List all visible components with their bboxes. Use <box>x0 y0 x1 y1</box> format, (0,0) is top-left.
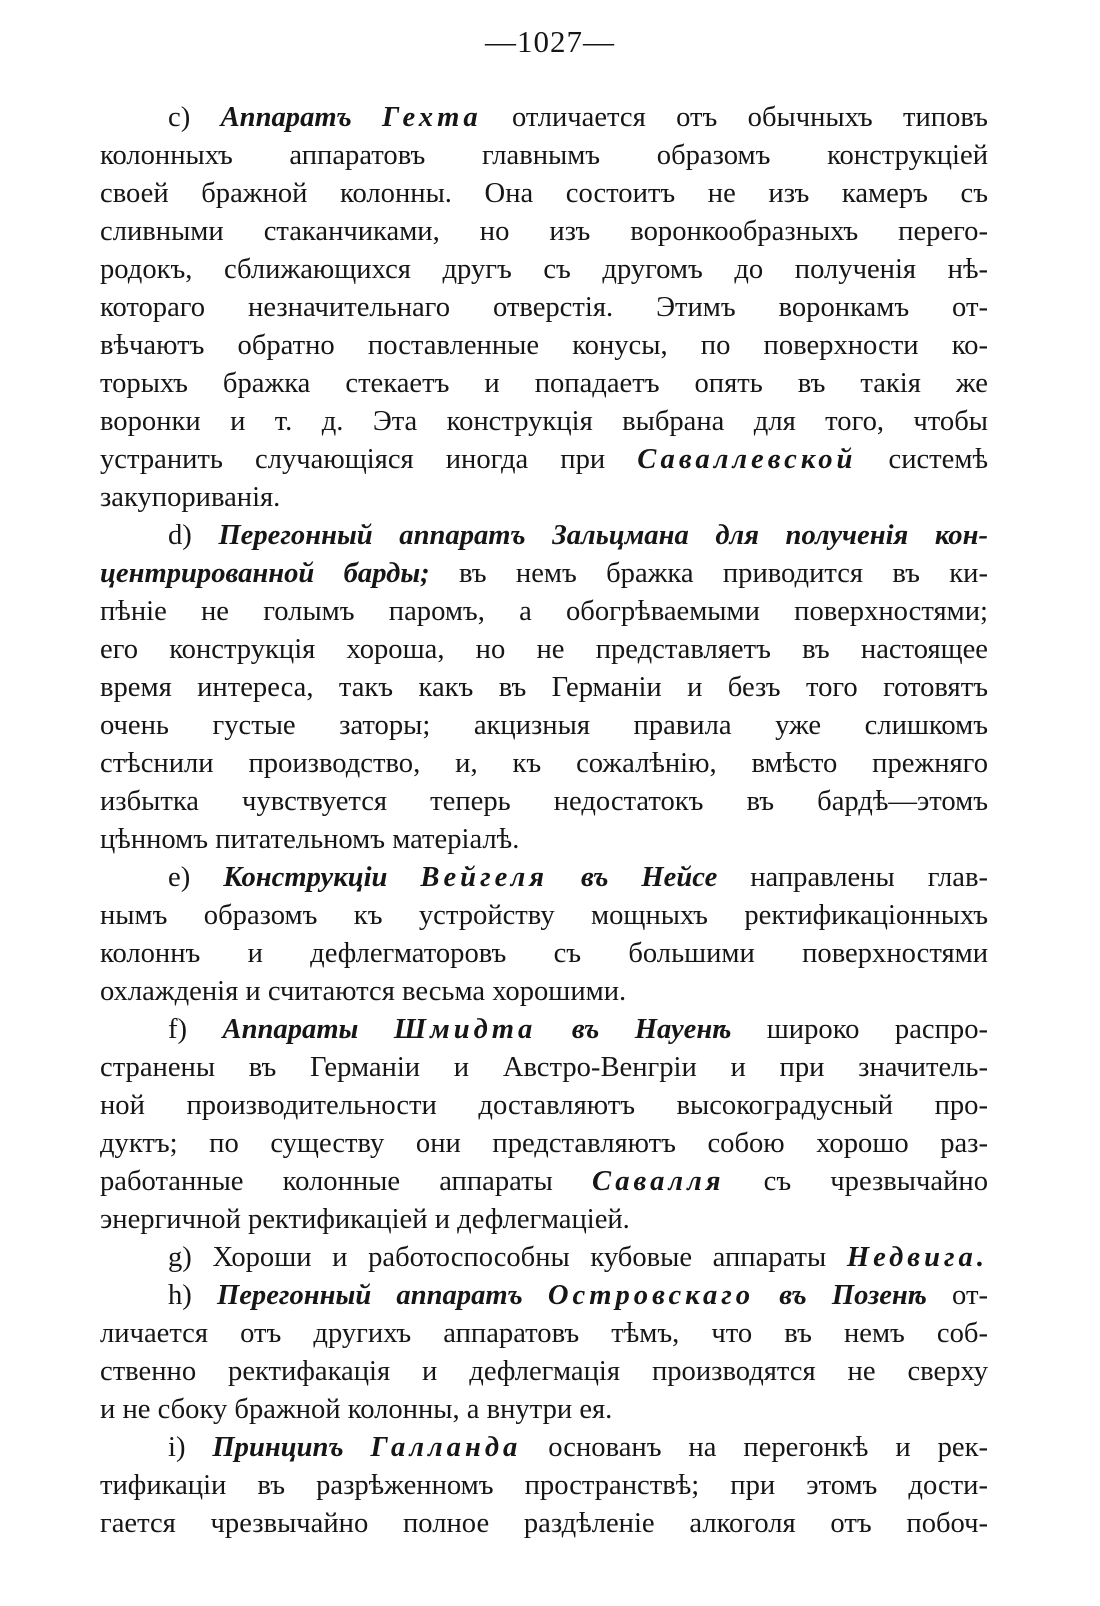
item-marker: e) <box>168 862 191 893</box>
text-line <box>168 1238 988 1278</box>
inventor-name: Савалля <box>591 1166 725 1197</box>
text-line: нымъ образомъ къ устройству мощныхъ ректификаціонныхъ <box>100 900 988 931</box>
page-number: —1027— <box>485 24 615 59</box>
text-line: воронки и т. д. Эта конструкція выбрана для того, чтобы <box>100 406 988 437</box>
text-line: ственно ректифакація и дефлегмація производятся не сверху <box>100 1356 988 1387</box>
text-line: дуктъ; по существу они представляютъ собою хорошо раз- <box>100 1128 988 1159</box>
text-span: основанъ на перегонкѣ и рек- <box>548 1432 988 1463</box>
text-line: стѣснили производство, и, къ сожалѣнію, вмѣсто прежняго <box>100 748 988 779</box>
text-line: гается чрезвычайно полное раздѣленіе алкоголя отъ побоч- <box>100 1508 988 1539</box>
inventor-name: Вейгеля <box>420 862 549 893</box>
text-span: широко распро- <box>766 1014 988 1045</box>
text-line <box>100 440 988 480</box>
text-span: въ немъ бражка приводится въ ки- <box>459 558 988 589</box>
place-name: въ Нейсе <box>581 862 718 893</box>
inventor-name: Гехта <box>382 102 482 133</box>
inventor-name: Галланда <box>370 1432 522 1463</box>
item-marker: h) <box>168 1280 192 1311</box>
text-line <box>168 1010 988 1050</box>
text-line: сливными стаканчиками, но изъ воронкообразныхъ перего- <box>100 216 988 247</box>
text-line: время интереса, такъ какъ въ Германіи и безъ того готовятъ <box>100 672 988 703</box>
item-marker: c) <box>168 102 191 133</box>
text-span: отличается отъ обычныхъ типовъ <box>512 102 988 133</box>
item-marker: g) <box>168 1242 192 1273</box>
text-line: странены въ Германіи и Австро-Венгріи и при значитель- <box>100 1052 988 1083</box>
text-line: торыхъ бражка стекаетъ и попадаетъ опять въ такія же <box>100 368 988 399</box>
apparatus-title: Конструкціи <box>223 862 388 893</box>
apparatus-title: Аппаратъ <box>220 102 352 133</box>
text-line: охлажденія и считаются весьма хорошими. <box>100 976 627 1007</box>
text-span: Хороши и работоспособны кубовые аппараты <box>212 1242 827 1273</box>
inventor-name: Островскаго <box>547 1280 755 1311</box>
text-line <box>100 554 988 594</box>
text-line: родокъ, сближающихся другъ съ другомъ до полученія нѣ- <box>100 254 988 285</box>
text-span: съ чрезвычайно <box>763 1166 988 1197</box>
apparatus-title: Перегонный аппаратъ <box>217 1280 523 1311</box>
text-line: энергичной ректификаціей и дефлегмаціей. <box>100 1204 630 1235</box>
apparatus-title: Перегонный аппаратъ Зальцмана для полученія кон- <box>218 520 988 551</box>
text-line <box>168 858 988 898</box>
text-line: цѣнномъ питательномъ матеріалѣ. <box>100 824 520 855</box>
text-span: направлены глав- <box>750 862 988 893</box>
text-line: колоннъ и дефлегматоровъ съ большими поверхностями <box>100 938 988 969</box>
place-name: въ Позенѣ <box>779 1280 927 1311</box>
text-line: пѣніе не голымъ паромъ, а обогрѣваемыми поверхностями; <box>100 596 988 627</box>
text-line: колонныхъ аппаратовъ главнымъ образомъ конструкціей <box>100 140 988 171</box>
text-line <box>100 1162 988 1202</box>
text-span: системѣ <box>888 444 988 475</box>
text-line: и не сбоку бражной колонны, а внутри ея. <box>100 1394 613 1425</box>
text-line: ной производительности доставляютъ высокоградусный про- <box>100 1090 988 1121</box>
apparatus-title: Аппараты <box>222 1014 359 1045</box>
text-line: вѣчаютъ обратно поставленные конусы, по поверхности ко- <box>100 330 988 361</box>
text-line: его конструкція хороша, но не представляетъ въ настоящее <box>100 634 988 665</box>
text-line: закупориванія. <box>100 482 281 513</box>
system-name: Саваллевской <box>637 444 857 475</box>
place-name: въ Науенѣ <box>571 1014 732 1045</box>
item-marker: i) <box>168 1432 186 1463</box>
text-span: устранить случающіяся иногда при <box>100 444 606 475</box>
text-span: от- <box>952 1280 988 1311</box>
apparatus-title: Принципъ <box>212 1432 344 1463</box>
inventor-name: Шмидта <box>393 1014 537 1045</box>
text-line <box>168 516 988 556</box>
apparatus-title: центрированной барды; <box>100 558 430 589</box>
inventor-name: Недвига. <box>846 1242 988 1273</box>
text-span: работанные колонные аппараты <box>100 1166 553 1197</box>
text-line: избытка чувствуется теперь недостатокъ въ бардѣ—этомъ <box>100 786 988 817</box>
text-line: своей бражной колонны. Она состоитъ не изъ камеръ съ <box>100 178 988 209</box>
text-line <box>168 1428 988 1468</box>
item-marker: f) <box>168 1014 188 1045</box>
text-line <box>168 1276 988 1316</box>
item-marker: d) <box>168 520 192 551</box>
text-line: котораго незначительнаго отверстія. Этимъ воронкамъ от- <box>100 292 988 323</box>
text-line: очень густые заторы; акцизныя правила уже слишкомъ <box>100 710 988 741</box>
text-line <box>168 98 988 138</box>
text-line: тификаціи въ разрѣженномъ пространствѣ; при этомъ дости- <box>100 1470 988 1501</box>
text-line: личается отъ другихъ аппаратовъ тѣмъ, что въ немъ соб- <box>100 1318 988 1349</box>
